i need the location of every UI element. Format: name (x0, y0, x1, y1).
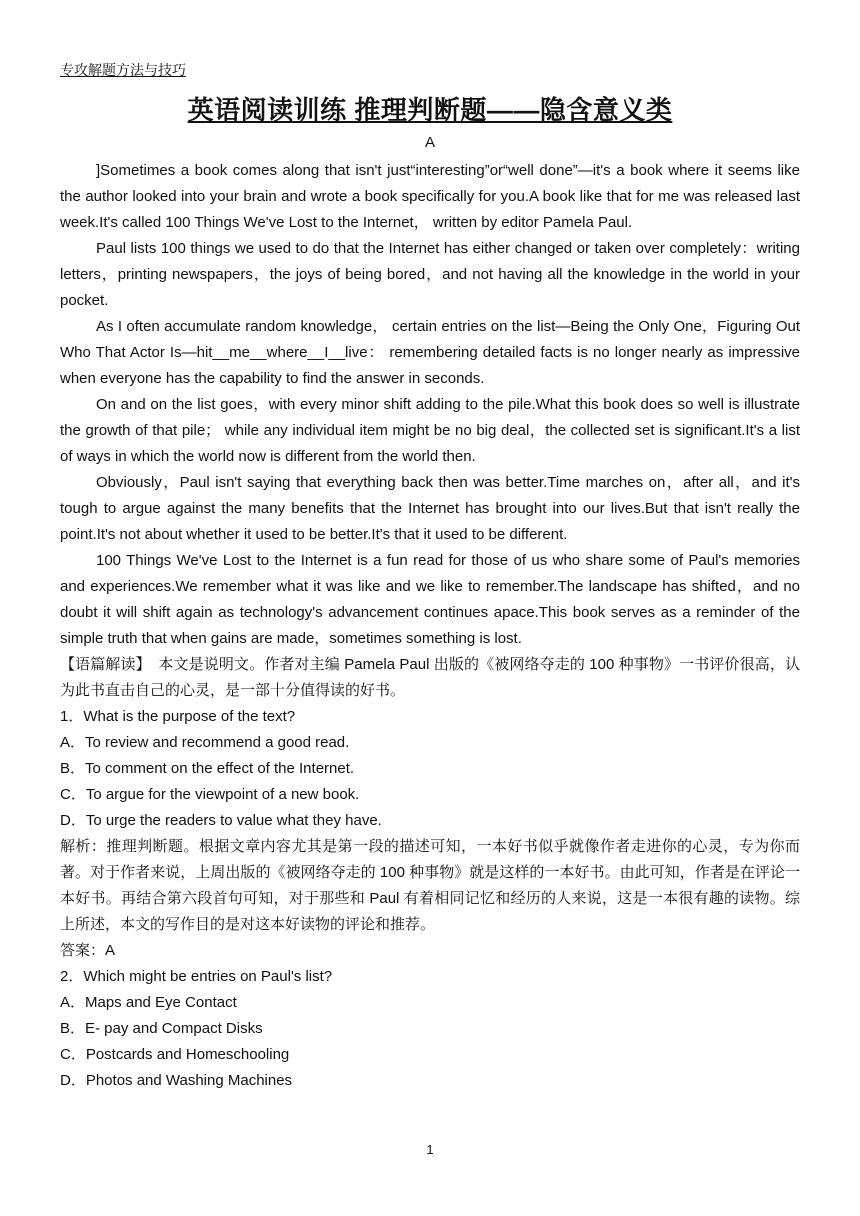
question-1-analysis: 解析：推理判断题。根据文章内容尤其是第一段的描述可知，一本好书似乎就像作者走进你的心灵，专为你而著。对于作者来说，上周出版的《被网络夺走的 100 种事物》就是这样的一本好书。由此可知，作者是在评论一本好书。再结合第六段首句可知，对于那些和 Paul 有着相同记忆和经历的人来说，这是一本很有趣的读物。综上所述，本文的写作目的是对这本好读物的评论和推荐。 (60, 838, 800, 933)
question-1-option-a: A．To review and recommend a good read. (60, 734, 350, 751)
question-2-option-c: C．Postcards and Homeschooling (60, 1046, 290, 1063)
passage-paragraph-1: ]Sometimes a book comes along that isn't just“interesting”or“well done”—it's a book where it seems like the author looked into your brain and wrote a book specifically for you.A book like that for me was released last week.It's called 100 Things We've Lost to the Internet， written by editor Pamela Paul. (60, 162, 800, 231)
question-2-option-d: D．Photos and Washing Machines (60, 1072, 293, 1089)
passage-paragraph-4: On and on the list goes，with every minor shift adding to the pile.What this book does so well is illustrate the growth of that pile； while any individual item might be no big deal，the collected set is significant.It's a list of ways in which the world now is different from the world then. (60, 396, 800, 465)
question-2-option-b: B．E- pay and Compact Disks (60, 1020, 263, 1037)
passage-paragraph-5: Obviously，Paul isn't saying that everything back then was better.Time marches on，after all，and it's tough to argue against the many benefits that the Internet has brought into our lives.But that isn't really the point.It's not about whether it used to be better.It's that it used to be different. (60, 474, 800, 543)
question-2-option-a: A．Maps and Eye Contact (60, 994, 237, 1011)
page-title: 英语阅读训练 推理判断题——隐含意义类 (187, 95, 673, 125)
question-1-option-d: D．To urge the readers to value what they have. (60, 812, 382, 829)
question-1-stem: 1．What is the purpose of the text? (60, 708, 296, 725)
header-label: 专攻解题方法与技巧 (60, 62, 186, 78)
passage-paragraph-6: 100 Things We've Lost to the Internet is a fun read for those of us who share some of Paul's memories and experiences.We remember what it was like and we like to remember.The landscape has shifted，and no doubt it will shift again as technology's advancement continues apace.This book serves as a reminder of the simple truth that when gains are made，sometimes something is lost. (60, 552, 800, 647)
page-number: 1 (426, 1142, 434, 1157)
question-1-option-b: B．To comment on the effect of the Internet. (60, 760, 355, 777)
document-body (60, 158, 800, 1094)
passage-paragraph-3: As I often accumulate random knowledge， certain entries on the list—Being the Only One，Figuring Out Who That Actor Is—hit__me__where__I__live： remembering detailed facts is no longer nearly as impressive when everyone has the capability to find the answer in seconds. (60, 318, 800, 387)
passage-paragraph-2: Paul lists 100 things we used to do that the Internet has either changed or taken over completely：writing letters，printing newspapers，the joys of being bored，and not having all the knowledge in the world in your pocket. (60, 240, 800, 309)
passage-interpretation: 【语篇解读】 本文是说明文。作者对主编 Pamela Paul 出版的《被网络夺走的 100 种事物》一书评价很高，认为此书直击自己的心灵，是一部十分值得读的好书。 (60, 656, 800, 699)
question-2-stem: 2．Which might be entries on Paul's list? (60, 968, 333, 985)
question-1-option-c: C．To argue for the viewpoint of a new book. (60, 786, 360, 803)
question-1-answer: 答案：A (60, 942, 116, 959)
section-letter: A (424, 134, 435, 151)
